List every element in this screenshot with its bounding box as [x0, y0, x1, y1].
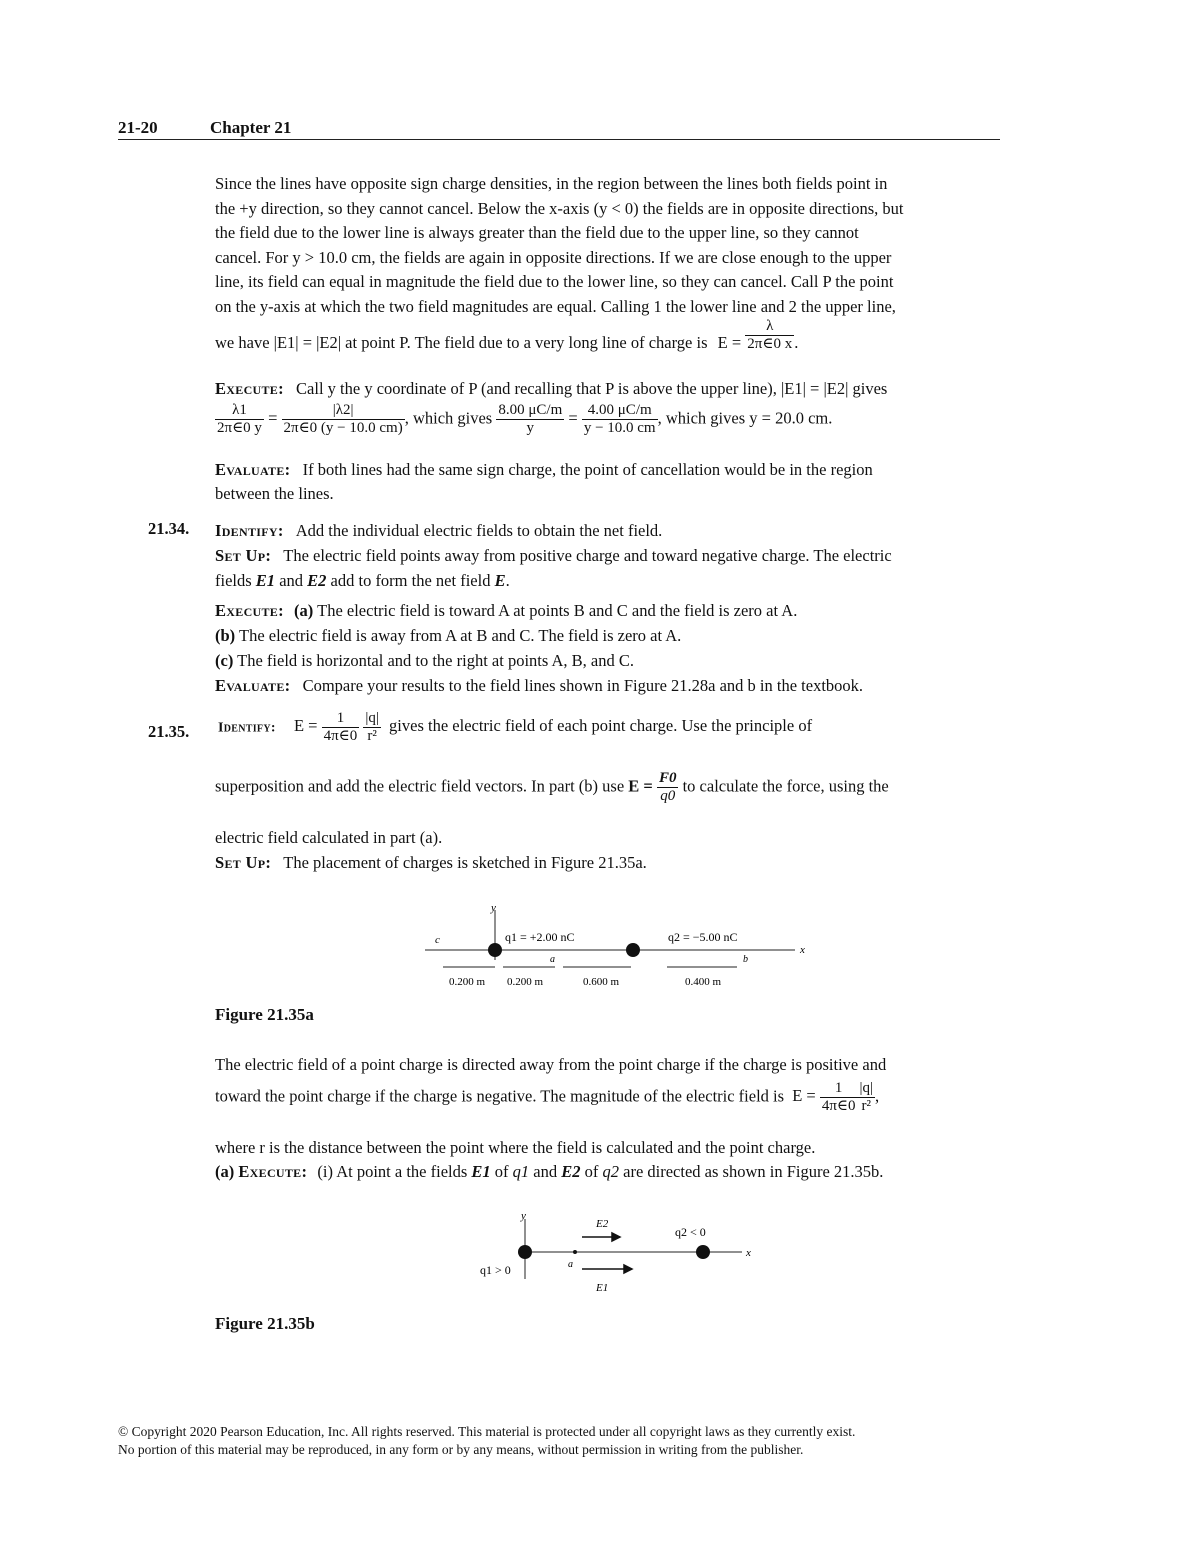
setup-line — [215, 544, 892, 569]
e1-arrow — [582, 1265, 632, 1273]
part-label: (b) — [215, 626, 236, 645]
denominator: r² — [367, 728, 377, 744]
part-c-line — [215, 649, 634, 674]
equation-lhs: E = — [792, 1086, 816, 1106]
vector-e2: E2 — [561, 1162, 581, 1181]
point-a-label: a — [568, 1259, 573, 1270]
figure-caption: Figure 21.35a — [215, 1005, 314, 1024]
dim-label-1: 0.200 m — [449, 976, 486, 988]
e2-arrow — [582, 1233, 620, 1241]
text: to calculate the force, using the — [682, 776, 889, 796]
vector-e1: E1 — [255, 571, 276, 590]
identify-label: Identify: — [218, 720, 276, 736]
denominator: y — [526, 420, 535, 436]
text-line: electric field calculated in part (a). — [215, 828, 443, 847]
text-line: The electric field of a point charge is directed away from the point charge if the charge is positive and — [215, 1055, 887, 1074]
charge-q1 — [488, 943, 502, 957]
point-b-label: b — [743, 954, 748, 965]
text-line: the +y direction, so they cannot cancel. Below the x-axis (y < 0) the fields are in opposite directions, but — [215, 199, 904, 218]
point-a-label: a — [550, 954, 555, 965]
execute-line — [215, 377, 887, 402]
charge-q2-symbol: q2 — [602, 1162, 620, 1181]
equation-lhs: E = — [293, 716, 318, 736]
evaluate-line — [215, 458, 873, 483]
text: of — [494, 1162, 509, 1181]
text: add to form the net field — [330, 571, 491, 590]
text-line: the field due to the lower line is always greater than the field due to the upper line, so they cannot — [215, 223, 859, 242]
numerator: 8.00 μC/m — [498, 402, 563, 418]
y-axis-label: y — [521, 1210, 526, 1222]
setup-label: Set Up: — [215, 853, 272, 872]
identify-text: Add the individual electric fields to obtain the net field. — [295, 521, 663, 540]
header-rule — [118, 139, 1000, 140]
page-number: 21-20 — [118, 118, 158, 137]
dim-label-3: 0.600 m — [583, 976, 620, 988]
copyright-line: No portion of this material may be reproduced, in any form or by any means, without permission in writing from the publisher. — [118, 1442, 804, 1457]
dim-label-2: 0.200 m — [507, 976, 544, 988]
numerator: 1 — [322, 710, 360, 728]
fraction-2 — [282, 402, 405, 437]
execute-line — [215, 599, 797, 624]
y-axis-label: y — [491, 902, 496, 914]
charge-over-r2 — [858, 1080, 876, 1115]
equals: = — [268, 408, 278, 428]
numerator: |q| — [859, 1080, 874, 1096]
setup-label: Set Up: — [215, 546, 272, 565]
point-c-label: c — [435, 934, 440, 946]
text-line: Since the lines have opposite sign charge densities, in the region between the lines both fields point in — [215, 174, 888, 193]
text: and — [279, 571, 304, 590]
part-b-line — [215, 624, 681, 649]
evaluate-label: Evaluate: — [215, 460, 291, 479]
execute-label: Execute: — [215, 379, 284, 398]
evaluate-line — [215, 674, 863, 699]
fraction-4 — [582, 402, 658, 437]
setup-text: The placement of charges is sketched in Figure 21.35a. — [283, 853, 647, 872]
figure-21-35b — [470, 1205, 770, 1305]
charge-q2 — [696, 1245, 710, 1259]
evaluate-text: If both lines had the same sign charge, the point of cancellation would be in the region — [302, 460, 873, 479]
text-line: between the lines. — [215, 484, 334, 503]
text-line — [215, 317, 799, 356]
denominator: 2π∈0 (y − 10.0 cm) — [283, 420, 403, 436]
equals: = — [568, 408, 578, 428]
point-a — [573, 1250, 577, 1254]
numerator: |q| — [365, 710, 379, 726]
denominator: r² — [861, 1098, 872, 1114]
q1-label: q1 = +2.00 nC — [505, 930, 575, 944]
execute-label: Execute: — [215, 601, 284, 620]
figure-caption: Figure 21.35b — [215, 1314, 315, 1333]
fraction-3 — [496, 402, 564, 437]
text: toward the point charge if the charge is negative. The magnitude of the electric field is — [215, 1086, 785, 1106]
evaluate-text: Compare your results to the field lines shown in Figure 21.28a and b in the textbook. — [302, 676, 864, 695]
numerator: 4.00 μC/m — [582, 402, 658, 420]
part-c-text: The field is horizontal and to the right at points A, B, and C. — [237, 651, 635, 670]
execute-label: Execute: — [238, 1162, 308, 1181]
setup-line-2: fields E1 and E2 add to form the net field E. — [215, 571, 510, 590]
numerator: 1 — [820, 1080, 858, 1098]
numerator: |λ2| — [282, 402, 405, 420]
chapter-title: Chapter 21 — [210, 118, 292, 137]
text: of — [584, 1162, 599, 1181]
q1-label: q1 > 0 — [480, 1263, 511, 1277]
text: superposition and add the electric field vectors. In part (b) use — [215, 776, 625, 796]
text-line: where r is the distance between the point where the field is calculated and the point charge. — [215, 1138, 816, 1157]
fraction-1 — [215, 402, 264, 437]
part-b-text: The electric field is away from A at B and C. The field is zero at A. — [239, 626, 682, 645]
denominator: y − 10.0 cm — [583, 420, 656, 436]
equation-lhs: E = — [717, 333, 742, 352]
identify-line — [215, 519, 662, 544]
vector-e2: E2 — [307, 571, 327, 590]
execute-text: Call y the y coordinate of P (and recalling that P is above the upper line), |E1| = |E2| gives — [296, 379, 888, 398]
dim-label-4: 0.400 m — [685, 976, 722, 988]
problem-number: 21.35. — [148, 722, 190, 741]
evaluate-label: Evaluate: — [215, 676, 291, 695]
charge-q2 — [626, 943, 640, 957]
x-axis-label: x — [800, 944, 805, 956]
numerator: F0 — [658, 770, 677, 786]
part-a-line — [215, 1160, 883, 1185]
part-label: (a) — [215, 1162, 235, 1181]
q2-label: q2 = −5.00 nC — [668, 930, 738, 944]
equation-lhs: E = — [628, 776, 653, 796]
text: are directed as shown in Figure 21.35b. — [623, 1162, 884, 1181]
part-label: (a) — [294, 601, 314, 620]
charge-q1 — [518, 1245, 532, 1259]
denominator: 2π∈0 x — [747, 335, 793, 352]
text: , which gives — [404, 408, 493, 428]
text-line: toward the point charge if the charge is negative. The magnitude of the electric field is E = $\frac{1}{4\pi\in 0}$ $\frac{|q|}{\text{r²}}$ , — [215, 1080, 880, 1114]
text: and — [533, 1162, 558, 1181]
problem-number: 21.34. — [148, 519, 190, 538]
part-a-text: The electric field is toward A at points B and C and the field is zero at A. — [317, 601, 798, 620]
coulomb-constant — [322, 710, 360, 745]
identify-text: gives the electric field of each point charge. Use the principle of — [389, 716, 813, 736]
text: fields — [215, 571, 252, 590]
figure-21-35a — [415, 895, 825, 995]
copyright-line: © Copyright 2020 Pearson Education, Inc. All rights reserved. This material is protected under all copyright laws as they currently exist. — [118, 1424, 856, 1439]
denominator: 2π∈0 y — [217, 420, 262, 436]
force-fraction — [657, 770, 679, 805]
line-charge-fraction — [745, 318, 794, 353]
denominator: 4π∈0 — [323, 728, 358, 744]
vector-e1: E1 — [471, 1162, 491, 1181]
setup-text: The electric field points away from positive charge and toward negative charge. The electric — [283, 546, 892, 565]
vector-e: E — [494, 571, 506, 590]
text: (i) At point a the fields — [317, 1162, 468, 1181]
text-line: on the y-axis at which the two field magnitudes are equal. Calling 1 the lower line and 2 the upper line, — [215, 297, 896, 316]
coulomb-constant — [820, 1080, 858, 1115]
q2-label: q2 < 0 — [675, 1225, 706, 1239]
identify-line — [218, 710, 812, 745]
denominator: 4π∈0 — [821, 1098, 856, 1114]
text-line: cancel. For y > 10.0 cm, the fields are again in opposite directions. If we are close enough to the upper — [215, 248, 892, 267]
e2-label: E2 — [596, 1218, 609, 1230]
e1-label: E1 — [596, 1282, 609, 1294]
denominator: q0 — [660, 788, 676, 804]
period: . — [794, 333, 799, 352]
charge-q1-symbol: q1 — [512, 1162, 530, 1181]
text: we have |E1| = |E2| at point P. The field due to a very long line of charge is — [215, 333, 708, 352]
execute-equation — [215, 402, 832, 437]
numerator: λ — [745, 318, 794, 336]
text-line — [215, 770, 889, 805]
text: , which gives y = 20.0 cm. — [657, 408, 833, 428]
text-line: line, its field can equal in magnitude the field due to the lower line, so they can cancel. Call P the point — [215, 272, 894, 291]
numerator: λ1 — [215, 402, 264, 420]
x-axis-label: x — [746, 1247, 751, 1259]
charge-over-r2 — [363, 710, 381, 745]
setup-line — [215, 851, 647, 876]
identify-label: Identify: — [215, 521, 284, 540]
part-label: (c) — [215, 651, 234, 670]
